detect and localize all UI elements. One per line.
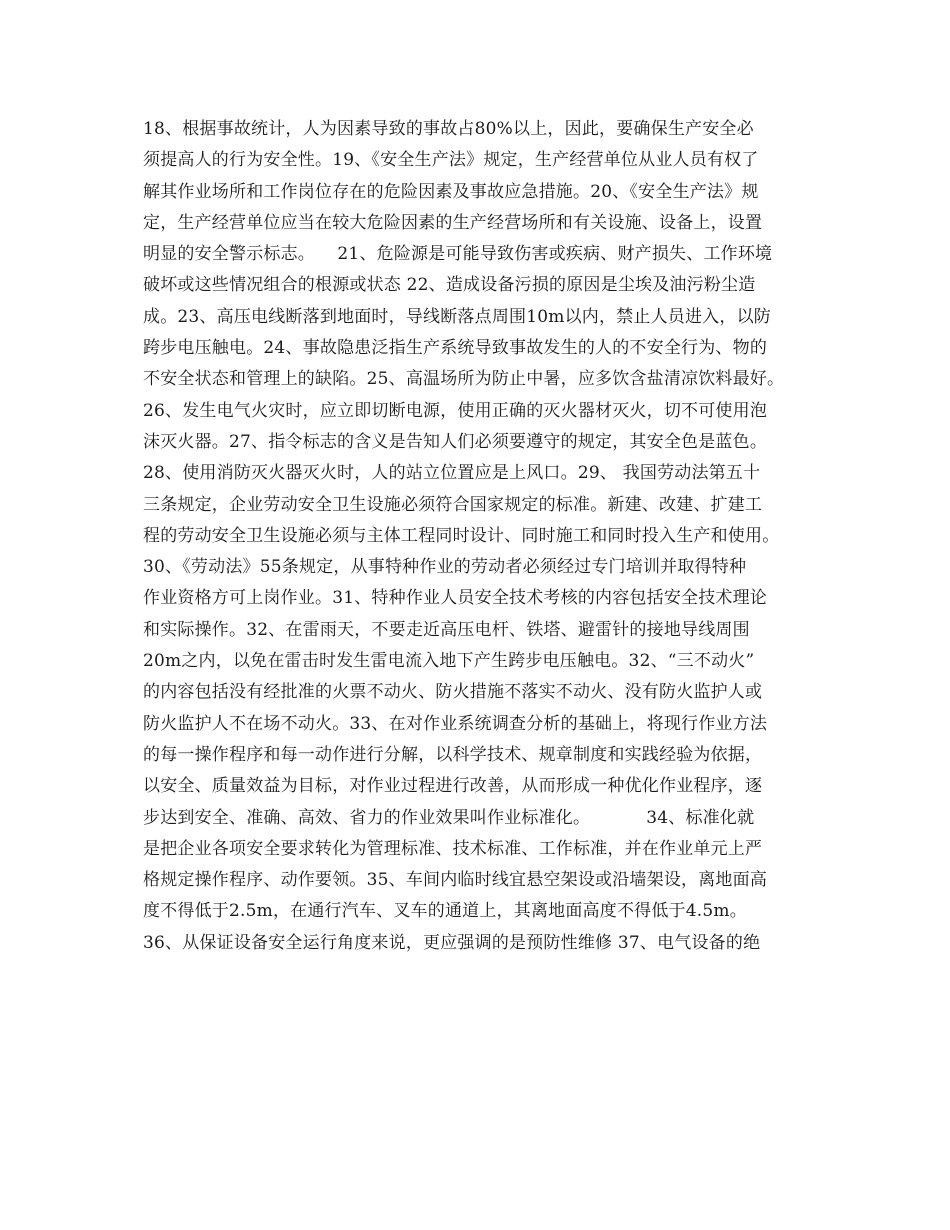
text-line: 20m之内，以免在雷击时发生雷电流入地下产生跨步电压触电。32、“三不动火” (143, 651, 755, 672)
text-line: 是把企业各项安全要求转化为管理标准、技术标准、工作标准，并在作业单元上严 (143, 838, 763, 859)
text-line: 度不得低于2.5m，在通行汽车、叉车的通道上，其离地面高度不得低于4.5m。 (143, 901, 747, 922)
text-line: 破坏或这些情况组合的根源或状态 22、造成设备污损的原因是尘埃及油污粉尘造 (143, 275, 756, 296)
text-line: 不安全状态和管理上的缺陷。25、高温场所为防止中暑，应多饮含盐清凉饮料最好。 (143, 369, 785, 390)
text-line: 跨步电压触电。24、事故隐患泛指生产系统导致事故发生的人的不安全行为、物的 (143, 338, 768, 359)
text-line: 解其作业场所和工作岗位存在的危险因素及事故应急措施。20、《安全生产法》规 (143, 181, 759, 202)
text-line: 的每一操作程序和每一动作进行分解，以科学技术、规章制度和实践经验为依据， (143, 744, 763, 765)
text-line: 须提高人的行为安全性。19、《安全生产法》规定，生产经营单位从业人员有权了 (143, 150, 759, 171)
text-line: 的内容包括没有经批准的火票不动火、防火措施不落实不动火、没有防火监护人或 (143, 682, 763, 703)
text-line: 防火监护人不在场不动火。33、在对作业系统调查分析的基础上，将现行作业方法 (143, 713, 768, 734)
text-line: 三条规定，企业劳动安全卫生设施必须符合国家规定的标准。新建、改建、扩建工 (143, 494, 763, 515)
text-line: 步达到安全、准确、高效、省力的作业效果叫作业标准化。 34、标准化就 (143, 807, 755, 828)
text-line: 格规定操作程序、动作要领。35、车间内临时线宜悬空架设或沿墙架设，离地面高 (143, 870, 768, 891)
text-line: 18、根据事故统计，人为因素导致的事故占80%以上，因此，要确保生产安全必 (143, 119, 754, 139)
text-line: 沫灭火器。27、指令标志的含义是告知人们必须要遵守的规定，其安全色是蓝色。 (143, 431, 768, 452)
text-line: 程的劳动安全卫生设施必须与主体工程同时设计、同时施工和同时投入生产和使用。 (143, 525, 780, 546)
text-line: 以安全、质量效益为目标，对作业过程进行改善，从而形成一种优化作业程序，逐 (143, 776, 763, 797)
text-line: 36、从保证设备安全运行角度来说，更应强调的是预防性维修 37、电气设备的绝 (143, 932, 761, 953)
text-line: 作业资格方可上岗作业。31、特种作业人员安全技术考核的内容包括安全技术理论 (143, 588, 768, 609)
text-line: 成。23、高压电线断落到地面时，导线断落点周围10m以内，禁止人员进入，以防 (143, 306, 771, 327)
text-line: 28、使用消防灭火器灭火时，人的站立位置应是上风口。29、 我国劳动法第五十 (143, 463, 761, 484)
text-line: 26、发生电气火灾时，应立即切断电源，使用正确的灭火器材灭火，切不可使用泡 (143, 400, 768, 421)
text-line: 定，生产经营单位应当在较大危险因素的生产经营场所和有关设施、设备上，设置 (143, 212, 763, 233)
text-line: 明显的安全警示标志。 21、危险源是可能导致伤害或疾病、财产损失、工作环境 (143, 244, 773, 265)
body-text (143, 114, 823, 959)
text-line: 30、《劳动法》55条规定，从事特种作业的劳动者必须经过专门培训并取得特种 (143, 557, 747, 578)
text-line: 和实际操作。32、在雷雨天，不要走近高压电杆、铁塔、避雷针的接地导线周围 (143, 619, 750, 640)
